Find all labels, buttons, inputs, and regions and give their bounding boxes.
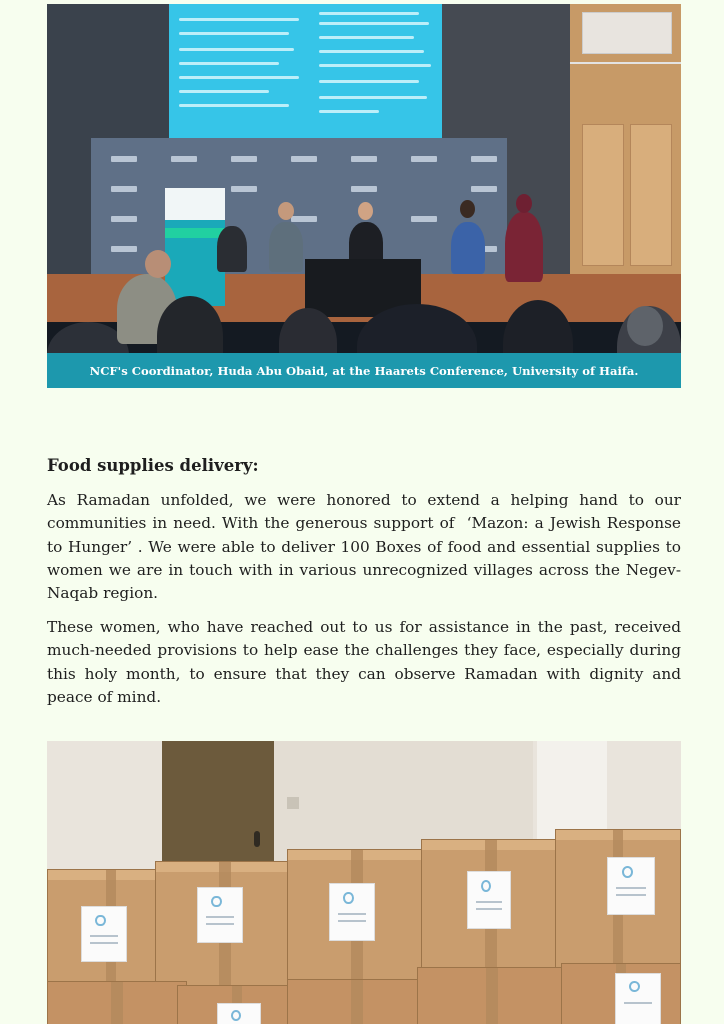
body-paragraph: As Ramadan unfolded, we were honored to extend a helping hand to our communities in need. With the generous support of ‘Mazon: a Jewish Response to Hunger’ . We were able to deliver 100 Boxes of food and essential supplies to women we are in touch with in various unrecognized villages across the Negev-Naqab region. — [47, 491, 681, 603]
cardboard-box — [47, 981, 187, 1024]
food-boxes-photo — [47, 741, 681, 1024]
wood-panel-wall — [570, 4, 681, 304]
photo-caption: NCF's Coordinator, Huda Abu Obaid, at the Haarets Conference, University of Haifa. — [47, 353, 681, 388]
box-label — [81, 906, 127, 962]
panelist — [451, 222, 485, 274]
wooden-door — [162, 741, 274, 867]
conference-photo — [47, 4, 681, 388]
body-paragraph: These women, who have reached out to us for assistance in the past, received much-needed provisions to help ease the challenges they face, especially during this holy month, to ensure that they can observe Ramadan with dignity and peace of mind. — [47, 618, 681, 706]
projection-screen — [169, 4, 442, 142]
panelist — [505, 212, 543, 282]
balcony-rail — [570, 62, 681, 64]
moderator — [217, 226, 247, 272]
box-label — [467, 871, 511, 929]
panelist — [269, 222, 303, 272]
podium — [165, 188, 225, 306]
box-label — [217, 1003, 261, 1024]
cardboard-box — [417, 967, 567, 1024]
box-label — [607, 857, 655, 915]
cardboard-box — [287, 979, 427, 1024]
box-label — [615, 973, 661, 1024]
box-label — [329, 883, 375, 941]
box-label — [197, 887, 243, 943]
section-heading: Food supplies delivery: — [47, 456, 259, 475]
light-switch — [287, 797, 299, 809]
